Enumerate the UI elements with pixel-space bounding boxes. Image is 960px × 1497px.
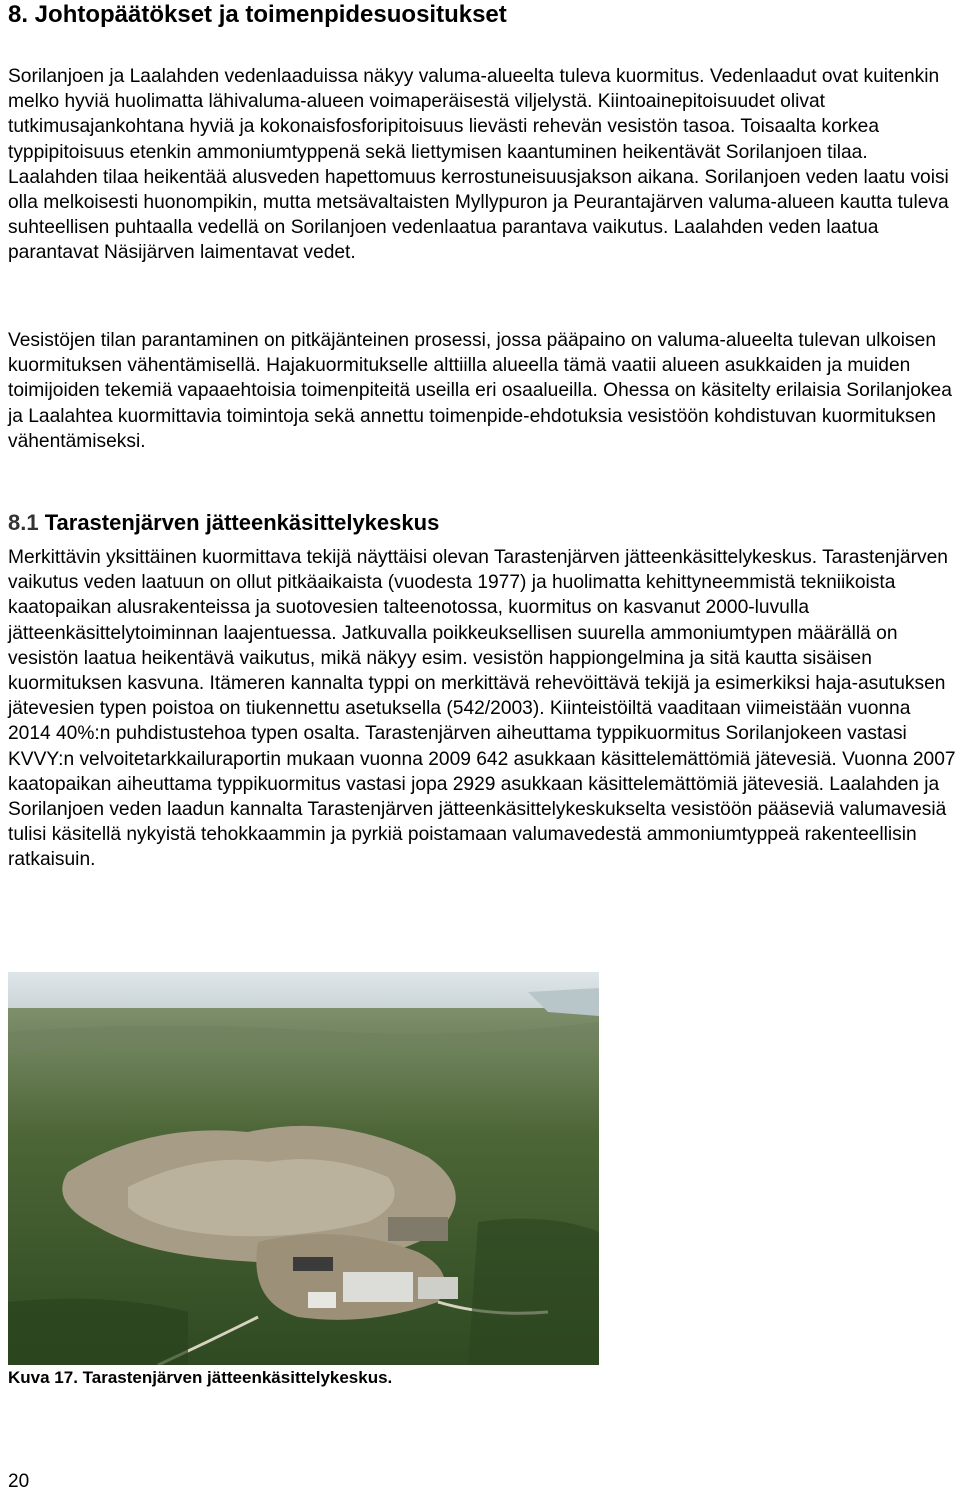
- aerial-photo: [8, 972, 599, 1365]
- figure-caption: Kuva 17. Tarastenjärven jätteenkäsittelykeskus.: [8, 1368, 393, 1387]
- subsection-title: Tarastenjärven jätteenkäsittelykeskus: [44, 510, 440, 535]
- paragraph-conclusions: Sorilanjoen ja Laalahden vedenlaaduissa näkyy valuma-alueelta tuleva kuormitus. Vedenlaadut ovat kuitenkin melko hyviä huolimatta lähivaluma-alueen voimaperäisestä viljelystä. Kiintoainepitoisuudet olivat tutkimusajankohtana hyviä ja kokonaisfosforipitoisuus lievästi rehevän vesistön tasoa. Toisaalta korkea typpipitoisuus etenkin ammoniumtyppenä sekä liettymisen kaantuminen heikentävät Sorilanjoen tilaa. Laalahden tilaa heikentää alusveden hapettomuus kerrostuneisuusjakson aikana. Sorilanjoen veden laatu voisi olla melkoisesti huonompikin, mutta metsävaltaisten Myllypuron ja Peurantajärven valuma-alueen kautta tuleva suhteellisen puhtaalla vedellä on Sorilanjoen vedenlaatua parantava vaikutus. Laalahden veden laatua parantavat Näsijärven laimentavat vedet.: [8, 66, 949, 264]
- paragraph-tarastenjarvi: Merkittävin yksittäinen kuormittava tekijä näyttäisi olevan Tarastenjärven jätteenkäsittelykeskus. Tarastenjärven vaikutus veden laatuun on ollut pitkäaikaista (vuodesta 1977) ja huolimatta kehittyneemmistä tekniikoista kaatopaikan alusrakenteissa ja suotovesien talteenotossa, kuormitus on kasvanut 2000-luvulla jätteenkäsittelytoiminnan laajentuessa. Jatkuvalla poikkeuksellisen suurella ammoniumtypen määrällä on vesistön laatua heikentävä vaikutus, mikä näkyy esim. vesistön happiongelmina ja sitä kautta sisäisen kuormituksen kasvuna. Itämeren kannalta typpi on merkittävä rehevöittävä tekijä ja esimerkiksi haja-asutuksen jätevesien typen poistoa on tiukennettu asetuksella (542/2003). Kiinteistöiltä vaaditaan viimeistään vuonna 2014 40%:n puhdistustehoa typen osalta. Tarastenjärven aiheuttama typpikuormitus Sorilanjokeen vastasi KVVY:n velvoitetarkkailuraportin mukaan vuonna 2009 642 asukkaan käsittelemättömiä jätevesiä. Vuonna 2007 kaatopaikan aiheuttama typpikuormitus vastasi jopa 2929 asukkaan käsittelemättömiä jätevesiä. Laalahden ja Sorilanjoen veden laadun kannalta Tarastenjärven jätteenkäsittelykeskukselta vesistöön pääseviä valumavesiä tulisi käsitellä nykyistä tehokkaammin ja pyrkiä poistamaan valumavedestä ammoniumtyppeä rakenteellisin ratkaisuin.: [8, 547, 956, 871]
- page-number: 20: [8, 1471, 30, 1492]
- paragraph-improvement: Vesistöjen tilan parantaminen on pitkäjänteinen prosessi, jossa pääpaino on valuma-alueelta tulevan ulkoisen kuormituksen vähentämisellä. Hajakuormitukselle alttiilla alueella tämä vaatii alueen asukkaiden ja muiden toimijoiden tekemiä vapaaehtoisia toimenpiteitä useilla eri osaalueilla. Ohessa on käsitelty erilaisia Sorilanjokea ja Laalahtea kuormittavia toimintoja sekä annettu toimenpide-ehdotuksia vesistöön kohdistuvan kuormituksen vähentämiseksi.: [8, 330, 952, 452]
- aerial-landscape-illustration: [8, 972, 599, 1365]
- subsection-heading: [8, 508, 439, 538]
- subsection-number: 8.1: [8, 510, 39, 535]
- section-heading: 8. Johtopäätökset ja toimenpidesuositukset: [8, 1, 507, 28]
